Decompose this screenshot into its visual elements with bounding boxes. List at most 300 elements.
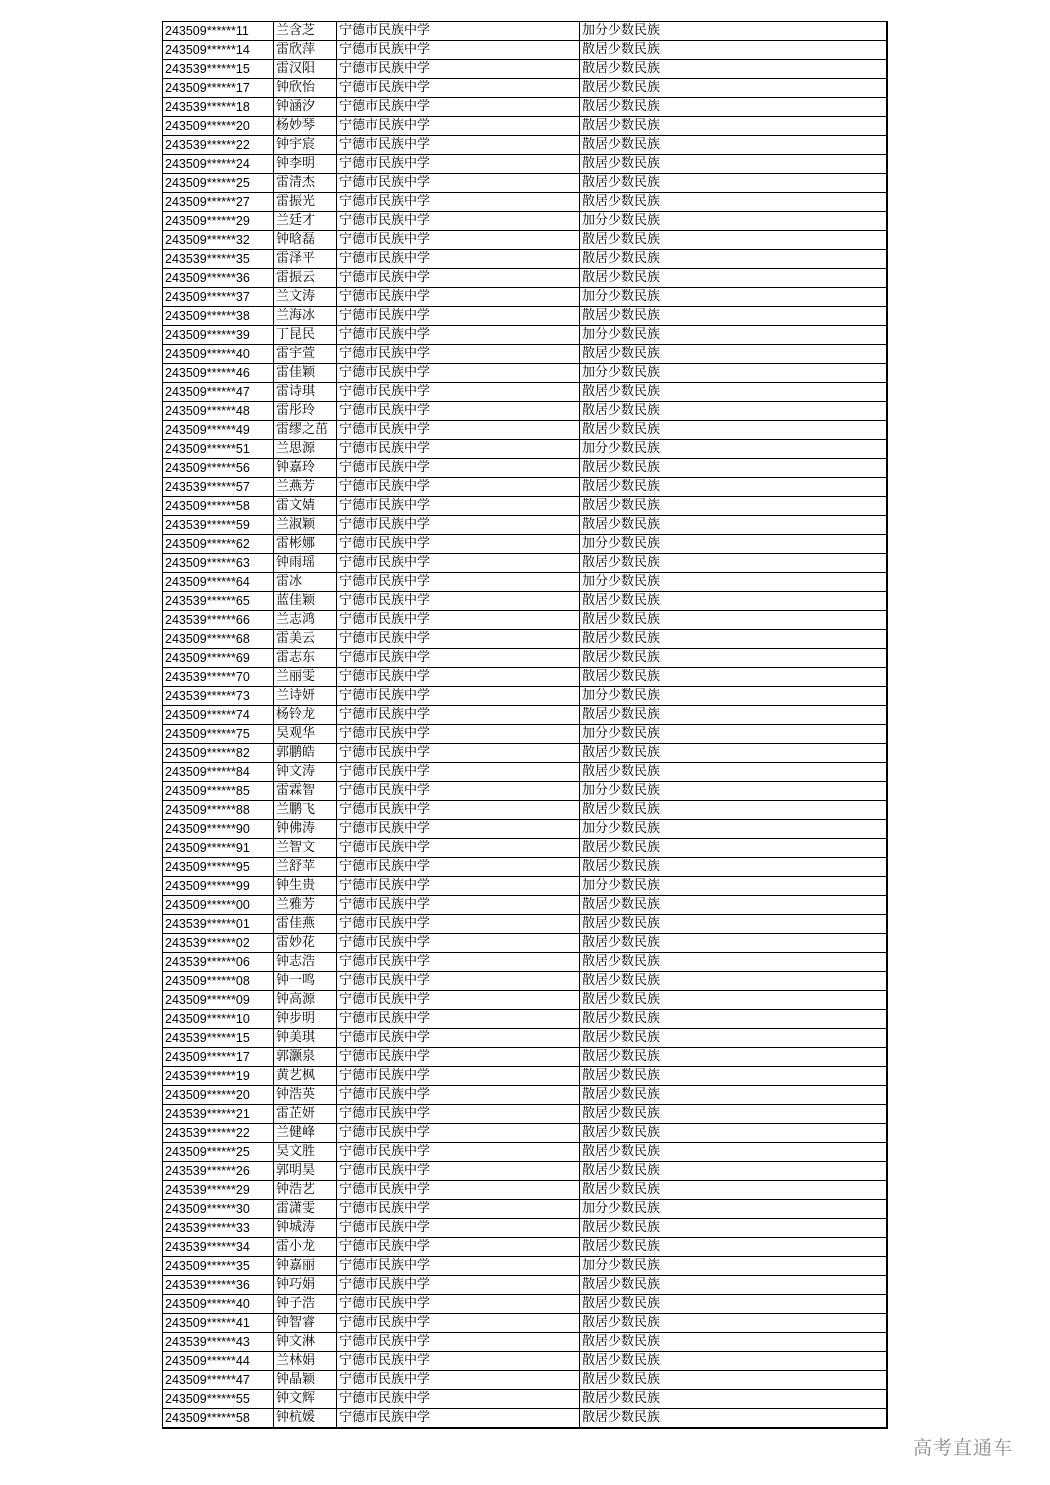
category-cell: 散居少数民族	[580, 478, 887, 497]
name-cell: 兰丽雯	[274, 668, 337, 687]
table-row	[163, 1295, 887, 1314]
category-cell: 散居少数民族	[580, 763, 887, 782]
exam-id-cell: 243509******49	[163, 421, 274, 440]
school-cell: 宁德市民族中学	[337, 345, 580, 364]
name-cell: 吴观华	[274, 725, 337, 744]
category-cell: 散居少数民族	[580, 41, 887, 60]
name-cell: 钟文涛	[274, 763, 337, 782]
school-cell: 宁德市民族中学	[337, 231, 580, 250]
school-cell: 宁德市民族中学	[337, 364, 580, 383]
category-cell: 加分少数民族	[580, 725, 887, 744]
category-cell: 散居少数民族	[580, 60, 887, 79]
table-row	[163, 649, 887, 668]
table-row	[163, 1029, 887, 1048]
name-cell: 吴文胜	[274, 1143, 337, 1162]
category-cell: 散居少数民族	[580, 345, 887, 364]
name-cell: 钟晗磊	[274, 231, 337, 250]
table-row	[163, 630, 887, 649]
school-cell: 宁德市民族中学	[337, 896, 580, 915]
table-row	[163, 668, 887, 687]
exam-id-cell: 243509******00	[163, 896, 274, 915]
category-cell: 散居少数民族	[580, 402, 887, 421]
name-cell: 钟一鸣	[274, 972, 337, 991]
name-cell: 郭明昊	[274, 1162, 337, 1181]
name-cell: 钟雨瑶	[274, 554, 337, 573]
category-cell: 加分少数民族	[580, 1257, 887, 1276]
name-cell: 兰诗妍	[274, 687, 337, 706]
school-cell: 宁德市民族中学	[337, 1257, 580, 1276]
name-cell: 钟子浩	[274, 1295, 337, 1314]
exam-id-cell: 243509******46	[163, 364, 274, 383]
exam-id-cell: 243509******69	[163, 649, 274, 668]
exam-id-cell: 243509******55	[163, 1390, 274, 1409]
table-row	[163, 1048, 887, 1067]
name-cell: 兰思源	[274, 440, 337, 459]
table-row	[163, 364, 887, 383]
name-cell: 钟嘉玲	[274, 459, 337, 478]
name-cell: 钟杭媛	[274, 1409, 337, 1429]
school-cell: 宁德市民族中学	[337, 1238, 580, 1257]
school-cell: 宁德市民族中学	[337, 801, 580, 820]
table-row	[163, 307, 887, 326]
category-cell: 散居少数民族	[580, 497, 887, 516]
school-cell: 宁德市民族中学	[337, 459, 580, 478]
table-row	[163, 592, 887, 611]
table-row	[163, 991, 887, 1010]
exam-id-cell: 243539******36	[163, 1276, 274, 1295]
exam-id-cell: 243539******65	[163, 592, 274, 611]
exam-id-cell: 243539******33	[163, 1219, 274, 1238]
name-cell: 雷佳颖	[274, 364, 337, 383]
name-cell: 钟文辉	[274, 1390, 337, 1409]
school-cell: 宁德市民族中学	[337, 98, 580, 117]
school-cell: 宁德市民族中学	[337, 953, 580, 972]
exam-id-cell: 243509******11	[163, 22, 274, 41]
school-cell: 宁德市民族中学	[337, 820, 580, 839]
category-cell: 散居少数民族	[580, 896, 887, 915]
table-row	[163, 1276, 887, 1295]
category-cell: 散居少数民族	[580, 991, 887, 1010]
school-cell: 宁德市民族中学	[337, 592, 580, 611]
name-cell: 兰健峰	[274, 1124, 337, 1143]
table-row	[163, 554, 887, 573]
category-cell: 散居少数民族	[580, 1276, 887, 1295]
exam-id-cell: 243509******25	[163, 174, 274, 193]
school-cell: 宁德市民族中学	[337, 668, 580, 687]
school-cell: 宁德市民族中学	[337, 1105, 580, 1124]
name-cell: 钟步明	[274, 1010, 337, 1029]
name-cell: 钟嘉丽	[274, 1257, 337, 1276]
exam-id-cell: 243539******15	[163, 1029, 274, 1048]
name-cell: 兰廷才	[274, 212, 337, 231]
exam-id-cell: 243509******24	[163, 155, 274, 174]
name-cell: 钟志浩	[274, 953, 337, 972]
exam-id-cell: 243509******30	[163, 1200, 274, 1219]
school-cell: 宁德市民族中学	[337, 934, 580, 953]
name-cell: 钟佛涛	[274, 820, 337, 839]
school-cell: 宁德市民族中学	[337, 744, 580, 763]
exam-id-cell: 243509******90	[163, 820, 274, 839]
name-cell: 兰鹏飞	[274, 801, 337, 820]
name-cell: 钟美琪	[274, 1029, 337, 1048]
name-cell: 雷潇雯	[274, 1200, 337, 1219]
exam-id-cell: 243539******29	[163, 1181, 274, 1200]
exam-id-cell: 243509******47	[163, 1371, 274, 1390]
name-cell: 钟巧娟	[274, 1276, 337, 1295]
table-row	[163, 440, 887, 459]
exam-id-cell: 243539******66	[163, 611, 274, 630]
table-row	[163, 345, 887, 364]
name-cell: 雷志东	[274, 649, 337, 668]
name-cell: 郭灏泉	[274, 1048, 337, 1067]
school-cell: 宁德市民族中学	[337, 41, 580, 60]
exam-id-cell: 243509******44	[163, 1352, 274, 1371]
table-row	[163, 573, 887, 592]
name-cell: 钟智睿	[274, 1314, 337, 1333]
table-row	[163, 212, 887, 231]
exam-id-cell: 243509******09	[163, 991, 274, 1010]
name-cell: 兰含芝	[274, 22, 337, 41]
table-row	[163, 1162, 887, 1181]
exam-id-cell: 243509******74	[163, 706, 274, 725]
school-cell: 宁德市民族中学	[337, 554, 580, 573]
name-cell: 雷霖智	[274, 782, 337, 801]
category-cell: 散居少数民族	[580, 611, 887, 630]
name-cell: 雷缪之茁	[274, 421, 337, 440]
school-cell: 宁德市民族中学	[337, 1200, 580, 1219]
category-cell: 散居少数民族	[580, 1067, 887, 1086]
school-cell: 宁德市民族中学	[337, 60, 580, 79]
table-row	[163, 1333, 887, 1352]
category-cell: 加分少数民族	[580, 22, 887, 41]
school-cell: 宁德市民族中学	[337, 117, 580, 136]
school-cell: 宁德市民族中学	[337, 991, 580, 1010]
name-cell: 钟宇宸	[274, 136, 337, 155]
name-cell: 钟文淋	[274, 1333, 337, 1352]
category-cell: 散居少数民族	[580, 421, 887, 440]
table-row	[163, 288, 887, 307]
table-row	[163, 763, 887, 782]
exam-id-cell: 243509******10	[163, 1010, 274, 1029]
school-cell: 宁德市民族中学	[337, 193, 580, 212]
exam-id-cell: 243509******91	[163, 839, 274, 858]
category-cell: 散居少数民族	[580, 516, 887, 535]
table-row	[163, 497, 887, 516]
exam-id-cell: 243509******37	[163, 288, 274, 307]
name-cell: 雷宇萱	[274, 345, 337, 364]
school-cell: 宁德市民族中学	[337, 611, 580, 630]
category-cell: 散居少数民族	[580, 1010, 887, 1029]
school-cell: 宁德市民族中学	[337, 1029, 580, 1048]
table-row	[163, 269, 887, 288]
category-cell: 散居少数民族	[580, 1143, 887, 1162]
category-cell: 加分少数民族	[580, 326, 887, 345]
name-cell: 雷彬娜	[274, 535, 337, 554]
school-cell: 宁德市民族中学	[337, 1352, 580, 1371]
exam-id-cell: 243509******63	[163, 554, 274, 573]
table-row	[163, 402, 887, 421]
table-row	[163, 1219, 887, 1238]
name-cell: 兰志鸿	[274, 611, 337, 630]
table-row	[163, 1238, 887, 1257]
school-cell: 宁德市民族中学	[337, 858, 580, 877]
exam-id-cell: 243509******85	[163, 782, 274, 801]
category-cell: 加分少数民族	[580, 782, 887, 801]
table-row	[163, 459, 887, 478]
school-cell: 宁德市民族中学	[337, 421, 580, 440]
category-cell: 加分少数民族	[580, 687, 887, 706]
category-cell: 散居少数民族	[580, 1086, 887, 1105]
table-row	[163, 516, 887, 535]
exam-id-cell: 243509******14	[163, 41, 274, 60]
exam-id-cell: 243509******58	[163, 1409, 274, 1429]
table-row	[163, 1067, 887, 1086]
category-cell: 散居少数民族	[580, 839, 887, 858]
school-cell: 宁德市民族中学	[337, 136, 580, 155]
school-cell: 宁德市民族中学	[337, 1314, 580, 1333]
table-row	[163, 60, 887, 79]
exam-id-cell: 243539******73	[163, 687, 274, 706]
table-row	[163, 801, 887, 820]
school-cell: 宁德市民族中学	[337, 1276, 580, 1295]
student-list-table	[162, 21, 888, 1429]
exam-id-cell: 243509******84	[163, 763, 274, 782]
school-cell: 宁德市民族中学	[337, 1143, 580, 1162]
category-cell: 散居少数民族	[580, 307, 887, 326]
table-row	[163, 117, 887, 136]
school-cell: 宁德市民族中学	[337, 915, 580, 934]
school-cell: 宁德市民族中学	[337, 402, 580, 421]
category-cell: 散居少数民族	[580, 193, 887, 212]
school-cell: 宁德市民族中学	[337, 1295, 580, 1314]
name-cell: 蓝佳颖	[274, 592, 337, 611]
exam-id-cell: 243509******17	[163, 1048, 274, 1067]
name-cell: 钟涵汐	[274, 98, 337, 117]
school-cell: 宁德市民族中学	[337, 1333, 580, 1352]
name-cell: 兰林娟	[274, 1352, 337, 1371]
category-cell: 散居少数民族	[580, 858, 887, 877]
exam-id-cell: 243539******22	[163, 136, 274, 155]
table-row	[163, 1105, 887, 1124]
table-row	[163, 611, 887, 630]
school-cell: 宁德市民族中学	[337, 1390, 580, 1409]
school-cell: 宁德市民族中学	[337, 1010, 580, 1029]
category-cell: 散居少数民族	[580, 592, 887, 611]
category-cell: 加分少数民族	[580, 364, 887, 383]
name-cell: 雷冰	[274, 573, 337, 592]
table-row	[163, 478, 887, 497]
category-cell: 散居少数民族	[580, 668, 887, 687]
name-cell: 雷佳燕	[274, 915, 337, 934]
name-cell: 钟李明	[274, 155, 337, 174]
exam-id-cell: 243539******15	[163, 60, 274, 79]
table-row	[163, 877, 887, 896]
name-cell: 钟城涛	[274, 1219, 337, 1238]
school-cell: 宁德市民族中学	[337, 269, 580, 288]
category-cell: 散居少数民族	[580, 1314, 887, 1333]
category-cell: 加分少数民族	[580, 1200, 887, 1219]
name-cell: 雷清杰	[274, 174, 337, 193]
exam-id-cell: 243539******22	[163, 1124, 274, 1143]
exam-id-cell: 243509******39	[163, 326, 274, 345]
school-cell: 宁德市民族中学	[337, 440, 580, 459]
table-row	[163, 1086, 887, 1105]
exam-id-cell: 243539******02	[163, 934, 274, 953]
category-cell: 散居少数民族	[580, 250, 887, 269]
exam-id-cell: 243509******38	[163, 307, 274, 326]
category-cell: 散居少数民族	[580, 269, 887, 288]
school-cell: 宁德市民族中学	[337, 630, 580, 649]
exam-id-cell: 243539******06	[163, 953, 274, 972]
table-row	[163, 79, 887, 98]
name-cell: 黄艺枫	[274, 1067, 337, 1086]
name-cell: 兰淑颖	[274, 516, 337, 535]
category-cell: 散居少数民族	[580, 1162, 887, 1181]
name-cell: 雷欣萍	[274, 41, 337, 60]
name-cell: 兰舒苹	[274, 858, 337, 877]
exam-id-cell: 243509******64	[163, 573, 274, 592]
category-cell: 加分少数民族	[580, 820, 887, 839]
table-row	[163, 231, 887, 250]
exam-id-cell: 243509******75	[163, 725, 274, 744]
exam-id-cell: 243509******41	[163, 1314, 274, 1333]
table-row	[163, 934, 887, 953]
table-row	[163, 1257, 887, 1276]
category-cell: 加分少数民族	[580, 535, 887, 554]
school-cell: 宁德市民族中学	[337, 649, 580, 668]
table-row	[163, 421, 887, 440]
category-cell: 散居少数民族	[580, 1181, 887, 1200]
category-cell: 散居少数民族	[580, 231, 887, 250]
category-cell: 加分少数民族	[580, 212, 887, 231]
exam-id-cell: 243509******36	[163, 269, 274, 288]
table-row	[163, 326, 887, 345]
category-cell: 散居少数民族	[580, 459, 887, 478]
school-cell: 宁德市民族中学	[337, 250, 580, 269]
school-cell: 宁德市民族中学	[337, 763, 580, 782]
school-cell: 宁德市民族中学	[337, 1219, 580, 1238]
category-cell: 散居少数民族	[580, 98, 887, 117]
table-row	[163, 782, 887, 801]
category-cell: 散居少数民族	[580, 649, 887, 668]
exam-id-cell: 243509******47	[163, 383, 274, 402]
school-cell: 宁德市民族中学	[337, 839, 580, 858]
category-cell: 散居少数民族	[580, 174, 887, 193]
table-row	[163, 136, 887, 155]
student-list-body	[163, 22, 887, 1429]
school-cell: 宁德市民族中学	[337, 1181, 580, 1200]
exam-id-cell: 243539******59	[163, 516, 274, 535]
name-cell: 兰海冰	[274, 307, 337, 326]
name-cell: 雷振光	[274, 193, 337, 212]
category-cell: 散居少数民族	[580, 1352, 887, 1371]
exam-id-cell: 243509******48	[163, 402, 274, 421]
school-cell: 宁德市民族中学	[337, 326, 580, 345]
name-cell: 钟浩艺	[274, 1181, 337, 1200]
table-row	[163, 22, 887, 41]
table-row	[163, 1314, 887, 1333]
exam-id-cell: 243539******34	[163, 1238, 274, 1257]
exam-id-cell: 243509******17	[163, 79, 274, 98]
name-cell: 雷彤玲	[274, 402, 337, 421]
name-cell: 雷小龙	[274, 1238, 337, 1257]
school-cell: 宁德市民族中学	[337, 478, 580, 497]
name-cell: 丁昆民	[274, 326, 337, 345]
exam-id-cell: 243509******62	[163, 535, 274, 554]
exam-id-cell: 243539******43	[163, 1333, 274, 1352]
table-row	[163, 820, 887, 839]
school-cell: 宁德市民族中学	[337, 1409, 580, 1429]
school-cell: 宁德市民族中学	[337, 535, 580, 554]
name-cell: 郭鹏皓	[274, 744, 337, 763]
table-row	[163, 193, 887, 212]
category-cell: 散居少数民族	[580, 1295, 887, 1314]
school-cell: 宁德市民族中学	[337, 383, 580, 402]
name-cell: 杨妙琴	[274, 117, 337, 136]
name-cell: 兰智文	[274, 839, 337, 858]
table-row	[163, 858, 887, 877]
name-cell: 兰文涛	[274, 288, 337, 307]
exam-id-cell: 243509******25	[163, 1143, 274, 1162]
category-cell: 散居少数民族	[580, 630, 887, 649]
exam-id-cell: 243509******08	[163, 972, 274, 991]
school-cell: 宁德市民族中学	[337, 782, 580, 801]
name-cell: 雷文婧	[274, 497, 337, 516]
category-cell: 散居少数民族	[580, 972, 887, 991]
table-row	[163, 953, 887, 972]
table-row	[163, 1124, 887, 1143]
category-cell: 加分少数民族	[580, 573, 887, 592]
name-cell: 杨铃龙	[274, 706, 337, 725]
exam-id-cell: 243539******21	[163, 1105, 274, 1124]
category-cell: 加分少数民族	[580, 288, 887, 307]
category-cell: 散居少数民族	[580, 915, 887, 934]
table-row	[163, 98, 887, 117]
exam-id-cell: 243509******82	[163, 744, 274, 763]
name-cell: 钟生贵	[274, 877, 337, 896]
table-row	[163, 1352, 887, 1371]
school-cell: 宁德市民族中学	[337, 706, 580, 725]
category-cell: 散居少数民族	[580, 136, 887, 155]
table-row	[163, 1371, 887, 1390]
exam-id-cell: 243509******68	[163, 630, 274, 649]
exam-id-cell: 243509******40	[163, 1295, 274, 1314]
name-cell: 雷芷妍	[274, 1105, 337, 1124]
name-cell: 钟高源	[274, 991, 337, 1010]
category-cell: 散居少数民族	[580, 1409, 887, 1429]
name-cell: 雷泽平	[274, 250, 337, 269]
table-row	[163, 896, 887, 915]
name-cell: 钟晶颖	[274, 1371, 337, 1390]
school-cell: 宁德市民族中学	[337, 1048, 580, 1067]
exam-id-cell: 243539******35	[163, 250, 274, 269]
category-cell: 散居少数民族	[580, 934, 887, 953]
exam-id-cell: 243509******51	[163, 440, 274, 459]
school-cell: 宁德市民族中学	[337, 307, 580, 326]
school-cell: 宁德市民族中学	[337, 288, 580, 307]
category-cell: 散居少数民族	[580, 801, 887, 820]
table-row	[163, 174, 887, 193]
exam-id-cell: 243509******35	[163, 1257, 274, 1276]
exam-id-cell: 243539******01	[163, 915, 274, 934]
category-cell: 散居少数民族	[580, 1219, 887, 1238]
name-cell: 雷美云	[274, 630, 337, 649]
exam-id-cell: 243509******56	[163, 459, 274, 478]
exam-id-cell: 243509******99	[163, 877, 274, 896]
table-row	[163, 383, 887, 402]
exam-id-cell: 243509******29	[163, 212, 274, 231]
school-cell: 宁德市民族中学	[337, 573, 580, 592]
